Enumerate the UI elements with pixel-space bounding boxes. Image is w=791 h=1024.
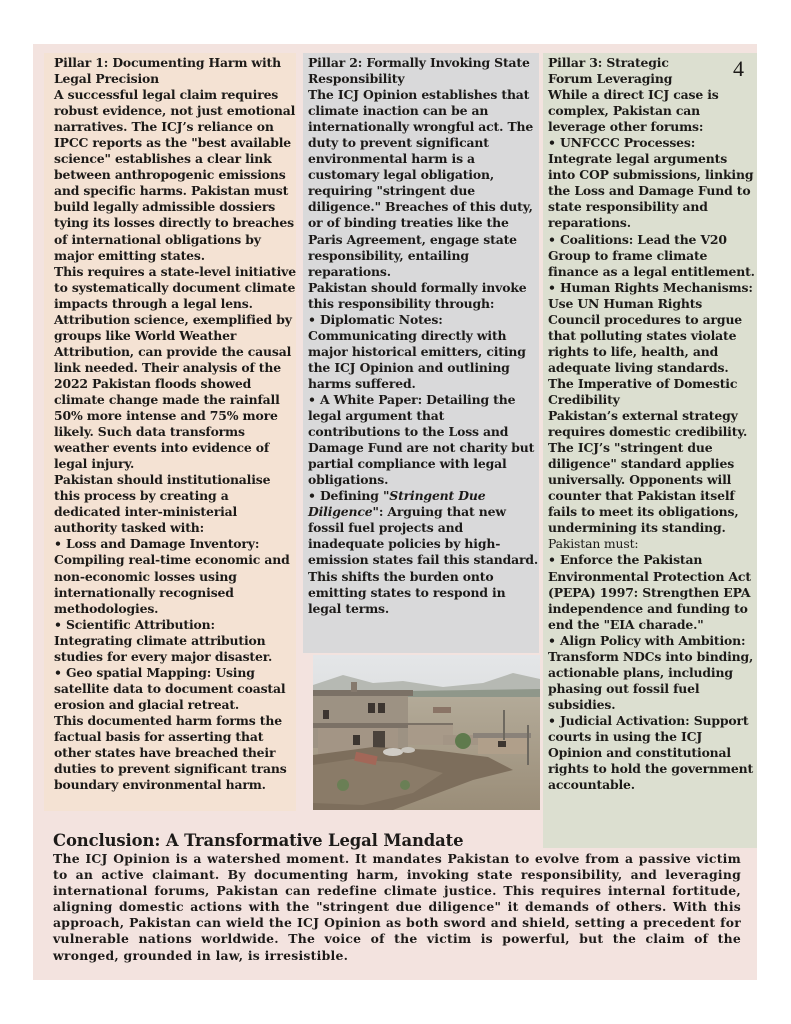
bullet-term: Judicial Activation [559, 712, 686, 728]
bullet-term: Align Policy with Ambition [559, 632, 741, 648]
bullet-icon: • [548, 279, 560, 295]
bullet-icon: • [54, 664, 66, 680]
list-item [54, 536, 296, 616]
flood-photo-illustration [313, 655, 540, 810]
list-item [548, 713, 757, 793]
bullet-term: Geo spatial Mapping [65, 664, 207, 680]
list-item [548, 280, 757, 376]
bullet-text: : Communicating directly with major historical emitters, citing the ICJ Opinion and outlining harms suffered. [308, 311, 526, 391]
bullet-text: : Strengthen EPA independence and funding to end the "EIA charade." [548, 584, 751, 632]
list-item [548, 552, 757, 632]
pillar-2-heading: Pillar 2: Formally Invoking State Responsibility [308, 55, 530, 87]
bullet-icon: • [548, 632, 560, 648]
pillar-1-column [44, 53, 296, 811]
pillar-2-column [303, 53, 539, 653]
bullet-term: Defining "Stringent Due Diligence" [308, 488, 486, 520]
list-item [54, 617, 296, 665]
list-item [548, 232, 757, 280]
pillar-3-heading: Pillar 3: Strategic Forum Leveraging [548, 55, 673, 87]
bullet-icon: • [54, 616, 66, 632]
conclusion-heading: Conclusion: A Transformative Legal Mandate [53, 831, 464, 850]
bullet-term: Enforce the Pakistan Environmental Protection Act (PEPA) 1997 [548, 552, 751, 600]
pillar-3-intro: While a direct ICJ case is complex, Pakistan can leverage other forums: [548, 87, 719, 135]
bullet-text: : Support courts in using the ICJ Opinion and constitutional rights to hold the government accountable. [548, 712, 754, 793]
bullet-text: : Using satellite data to document coastal erosion and glacial retreat. [54, 664, 286, 712]
bullet-term: Loss and Damage Inventory [65, 536, 255, 552]
pillar-3-paragraph-2: Pakistan’s external strategy requires domestic credibility. The ICJ’s "stringent due diligence" standard applies universally. Opponents will counter that Pakistan itself fails to meet its obligations, undermining its standing. [548, 408, 748, 536]
bullet-term: Coalitions [559, 231, 629, 247]
bullet-text: : Integrate legal arguments into COP submissions, linking the Loss and Damage Fund to state responsibility and reparations. [548, 135, 754, 231]
bullet-term-italic: Stringent Due Diligence [308, 488, 486, 520]
bullet-icon: • [54, 536, 66, 552]
list-item [548, 633, 757, 713]
bullet-text: : Integrating climate attribution studies for every major disaster. [54, 616, 273, 664]
bullet-text: : Use UN Human Rights Council procedures to argue that polluting states violate rights to life, health, and adequate living standards. [548, 279, 753, 375]
bullet-icon: • [308, 391, 320, 407]
bullet-text: : Compiling real-time economic and non-economic losses using internationally recognised methodologies. [54, 536, 290, 616]
pillar-3-subheading: The Imperative of Domestic Credibility [548, 375, 738, 407]
page-number: 4 [733, 56, 744, 81]
bullet-term: Human Rights Mechanisms [559, 279, 749, 295]
pillar-3-must: Pakistan must: [548, 536, 639, 552]
list-item [308, 312, 539, 392]
pillar-1-paragraph-3: Pakistan should institutionalise this process by creating a dedicated inter-ministerial authority tasked with: [54, 472, 271, 536]
flood-photo [313, 655, 540, 810]
list-item [54, 665, 296, 713]
bullet-term: Scientific Attribution [65, 616, 211, 632]
list-item [308, 392, 539, 488]
bullet-icon: • [548, 231, 560, 247]
pillar-1-paragraph-2: This requires a state-level initiative to systematically document climate impacts through a legal lens. Attribution science, exemplified by groups like World Weather Attribution, can provide the causal link needed. Their analysis of the 2022 Pakistan floods showed climate change made the rainfall 50% more intense and 75% more likely. Such data transforms weather events into evidence of legal injury. [54, 263, 296, 472]
pillar-2-closing: This shifts the burden onto emitting states to respond in legal terms. [308, 568, 506, 616]
pillar-1-heading: Pillar 1: Documenting Harm with Legal Precision [54, 55, 281, 87]
bullet-text: : Arguing that new fossil fuel projects and inadequate policies by high-emission states fail this standard. [308, 504, 539, 568]
bullet-text: : Lead the V20 Group to frame climate finance as a legal entitlement. [548, 231, 755, 279]
bullet-term: Diplomatic Notes [319, 311, 439, 327]
pillar-1-intro: A successful legal claim requires robust evidence, not just emotional narratives. The ICJ’s reliance on IPCC reports as the "best available science" establishes a clear link between anthropogenic emissions and specific harms. Pakistan must build legally admissible dossiers tying its losses directly to breaches of international obligations by major emitting states. [54, 87, 296, 263]
bullet-text: : Transform NDCs into binding, actionable plans, including phasing out fossil fuel subsidies. [548, 632, 754, 712]
bullet-term: UNFCCC Processes [559, 135, 691, 151]
bullet-icon: • [548, 552, 560, 568]
list-item [548, 135, 757, 231]
bullet-icon: • [548, 135, 560, 151]
bullet-term: A White Paper [319, 391, 418, 407]
conclusion-body: The ICJ Opinion is a watershed moment. It mandates Pakistan to evolve from a passive victim to an active claimant. By documenting harm, invoking state responsibility, and leveraging international forums, Pakistan can redefine climate justice. This requires internal fortitude, aligning domestic actions with the "stringent due diligence" it demands of others. With this approach, Pakistan can wield the ICJ Opinion as both sword and shield, setting a precedent for vulnerable nations worldwide. The voice of the victim is powerful, but the claim of the wronged, grounded in law, is irresistible. [53, 851, 741, 963]
bullet-icon: • [308, 311, 320, 327]
bullet-icon: • [548, 712, 560, 728]
pillar-1-closing: This documented harm forms the factual basis for asserting that other states have breached their duties to prevent significant trans boundary environmental harm. [54, 712, 287, 793]
bullet-text: : Detailing the legal argument that contributions to the Loss and Damage Fund are not charity but partial compliance with legal obligations. [308, 391, 535, 488]
list-item [308, 488, 539, 568]
pillar-3-column [543, 53, 757, 848]
bullet-icon: • [308, 488, 320, 504]
pillar-2-intro: The ICJ Opinion establishes that climate inaction can be an internationally wrongful act. The duty to prevent significant environmental harm is a customary legal obligation, requiring "stringent due diligence." Breaches of this duty, or of binding treaties like the Paris Agreement, engage state responsibility, entailing reparations. [308, 87, 534, 279]
pillar-2-paragraph-2: Pakistan should formally invoke this responsibility through: [308, 279, 527, 311]
conclusion-section [53, 831, 741, 964]
